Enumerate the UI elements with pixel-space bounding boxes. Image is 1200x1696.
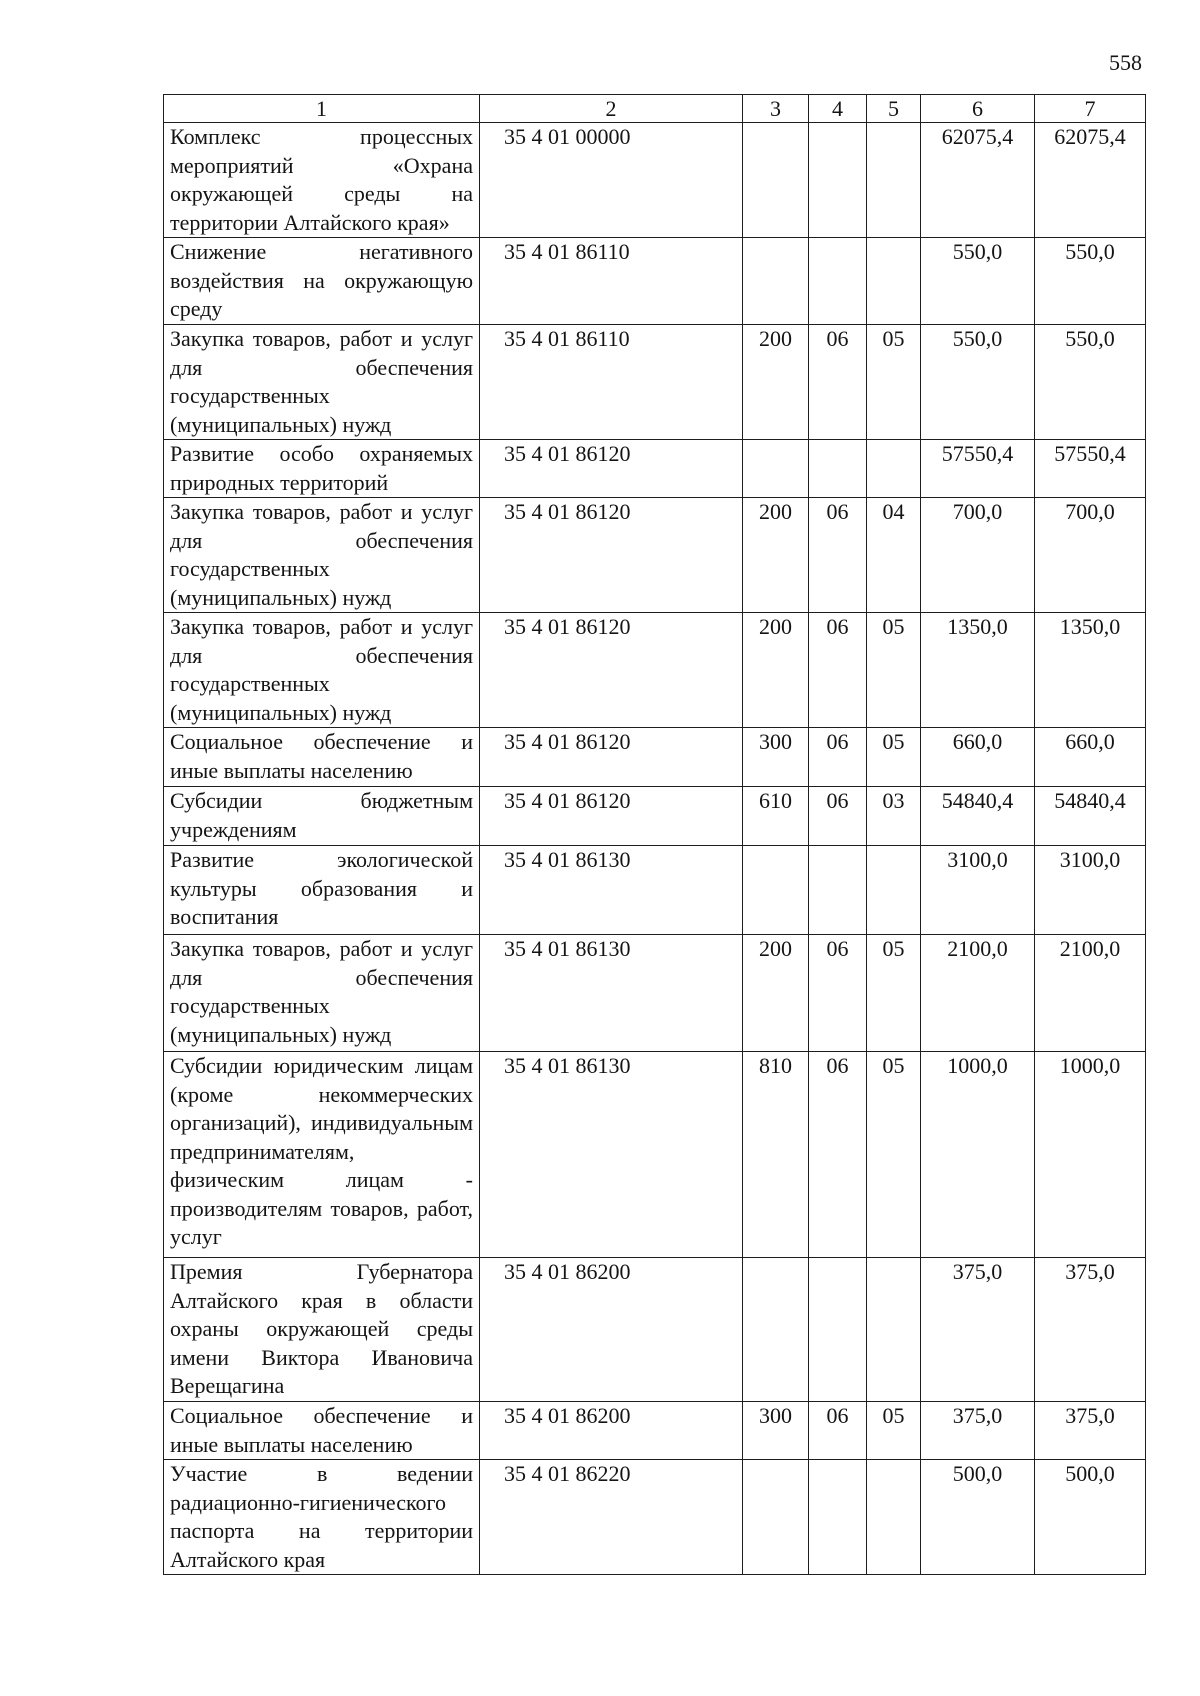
row-section [809, 123, 867, 238]
row-name: Закупка товаров, работ и услуг для обеспечения государственных (муниципальных) нужд [164, 325, 480, 440]
row-sum-6: 1000,0 [921, 1052, 1035, 1258]
row-sum-6: 500,0 [921, 1460, 1035, 1575]
row-sum-6: 1350,0 [921, 613, 1035, 728]
row-subsection: 05 [867, 1052, 921, 1258]
table-row [164, 238, 1146, 325]
row-sum-6: 700,0 [921, 498, 1035, 613]
column-header: 6 [921, 95, 1035, 123]
row-sum-7: 375,0 [1035, 1258, 1146, 1402]
table-row [164, 1258, 1146, 1402]
row-section: 06 [809, 728, 867, 787]
table-row [164, 325, 1146, 440]
table-row [164, 440, 1146, 498]
row-section [809, 1460, 867, 1575]
row-subsection [867, 238, 921, 325]
row-type: 300 [743, 1402, 809, 1460]
row-section: 06 [809, 1052, 867, 1258]
row-code: 35 4 01 86130 [480, 846, 743, 935]
row-type: 810 [743, 1052, 809, 1258]
row-name: Закупка товаров, работ и услуг для обеспечения государственных (муниципальных) нужд [164, 498, 480, 613]
row-section: 06 [809, 325, 867, 440]
row-sum-7: 2100,0 [1035, 935, 1146, 1052]
row-sum-6: 57550,4 [921, 440, 1035, 498]
row-sum-7: 550,0 [1035, 238, 1146, 325]
table-row [164, 846, 1146, 935]
table-row [164, 123, 1146, 238]
row-sum-7: 375,0 [1035, 1402, 1146, 1460]
table-row [164, 1052, 1146, 1258]
row-code: 35 4 01 86120 [480, 613, 743, 728]
table-row [164, 1460, 1146, 1575]
row-type [743, 846, 809, 935]
row-code: 35 4 01 86200 [480, 1402, 743, 1460]
row-sum-7: 57550,4 [1035, 440, 1146, 498]
table-row [164, 498, 1146, 613]
row-sum-7: 54840,4 [1035, 787, 1146, 846]
row-section: 06 [809, 1402, 867, 1460]
row-section [809, 440, 867, 498]
row-type: 200 [743, 498, 809, 613]
row-sum-6: 660,0 [921, 728, 1035, 787]
table-row [164, 1402, 1146, 1460]
row-subsection [867, 1460, 921, 1575]
row-name: Закупка товаров, работ и услуг для обеспечения государственных (муниципальных) нужд [164, 935, 480, 1052]
row-section: 06 [809, 935, 867, 1052]
row-type: 300 [743, 728, 809, 787]
row-section: 06 [809, 498, 867, 613]
row-subsection: 05 [867, 613, 921, 728]
row-sum-7: 1000,0 [1035, 1052, 1146, 1258]
row-sum-7: 660,0 [1035, 728, 1146, 787]
column-header: 7 [1035, 95, 1146, 123]
row-sum-7: 3100,0 [1035, 846, 1146, 935]
row-section [809, 846, 867, 935]
row-code: 35 4 01 86120 [480, 498, 743, 613]
row-name: Социальное обеспечение и иные выплаты населению [164, 728, 480, 787]
row-section: 06 [809, 787, 867, 846]
row-name: Субсидии юридическим лицам (кроме некоммерческих организаций), индивидуальным предпринимателям, физическим лицам - производителям товаров, работ, услуг [164, 1052, 480, 1258]
row-name: Снижение негативного воздействия на окружающую среду [164, 238, 480, 325]
row-subsection [867, 123, 921, 238]
row-subsection: 05 [867, 935, 921, 1052]
row-type: 200 [743, 325, 809, 440]
table-row [164, 787, 1146, 846]
row-code: 35 4 01 86130 [480, 935, 743, 1052]
column-header: 4 [809, 95, 867, 123]
row-type [743, 440, 809, 498]
row-type [743, 238, 809, 325]
row-sum-7: 1350,0 [1035, 613, 1146, 728]
row-subsection [867, 1258, 921, 1402]
row-code: 35 4 01 86110 [480, 238, 743, 325]
budget-table [163, 94, 1146, 1575]
row-type: 200 [743, 935, 809, 1052]
row-code: 35 4 01 86120 [480, 440, 743, 498]
row-subsection: 04 [867, 498, 921, 613]
row-type [743, 1460, 809, 1575]
row-name: Социальное обеспечение и иные выплаты населению [164, 1402, 480, 1460]
header-row [164, 95, 1146, 123]
row-sum-7: 500,0 [1035, 1460, 1146, 1575]
row-code: 35 4 01 00000 [480, 123, 743, 238]
row-type: 200 [743, 613, 809, 728]
column-header: 3 [743, 95, 809, 123]
row-subsection: 03 [867, 787, 921, 846]
row-section [809, 238, 867, 325]
row-code: 35 4 01 86220 [480, 1460, 743, 1575]
row-code: 35 4 01 86120 [480, 787, 743, 846]
row-name: Участие в ведении радиационно-гигиенического паспорта на территории Алтайского края [164, 1460, 480, 1575]
row-sum-6: 62075,4 [921, 123, 1035, 238]
row-section [809, 1258, 867, 1402]
column-header: 5 [867, 95, 921, 123]
row-subsection: 05 [867, 1402, 921, 1460]
table-row [164, 613, 1146, 728]
row-name: Закупка товаров, работ и услуг для обеспечения государственных (муниципальных) нужд [164, 613, 480, 728]
row-code: 35 4 01 86130 [480, 1052, 743, 1258]
row-sum-6: 550,0 [921, 325, 1035, 440]
row-sum-6: 54840,4 [921, 787, 1035, 846]
row-code: 35 4 01 86200 [480, 1258, 743, 1402]
row-sum-6: 3100,0 [921, 846, 1035, 935]
table-row [164, 935, 1146, 1052]
row-type [743, 1258, 809, 1402]
row-name: Развитие особо охраняемых природных территорий [164, 440, 480, 498]
row-sum-6: 2100,0 [921, 935, 1035, 1052]
row-sum-6: 550,0 [921, 238, 1035, 325]
row-name: Развитие экологической культуры образования и воспитания [164, 846, 480, 935]
table-row [164, 728, 1146, 787]
row-section: 06 [809, 613, 867, 728]
row-sum-6: 375,0 [921, 1258, 1035, 1402]
row-sum-6: 375,0 [921, 1402, 1035, 1460]
row-sum-7: 550,0 [1035, 325, 1146, 440]
row-code: 35 4 01 86110 [480, 325, 743, 440]
row-subsection [867, 846, 921, 935]
row-name: Комплекс процессных мероприятий «Охрана окружающей среды на территории Алтайского края» [164, 123, 480, 238]
page-number: 558 [1109, 50, 1142, 75]
row-code: 35 4 01 86120 [480, 728, 743, 787]
row-subsection: 05 [867, 325, 921, 440]
row-subsection [867, 440, 921, 498]
row-sum-7: 62075,4 [1035, 123, 1146, 238]
column-header: 1 [164, 95, 480, 123]
row-sum-7: 700,0 [1035, 498, 1146, 613]
row-name: Субсидии бюджетным учреждениям [164, 787, 480, 846]
row-subsection: 05 [867, 728, 921, 787]
row-name: Премия Губернатора Алтайского края в области охраны окружающей среды имени Виктора Ивановича Верещагина [164, 1258, 480, 1402]
row-type: 610 [743, 787, 809, 846]
column-header: 2 [480, 95, 743, 123]
row-type [743, 123, 809, 238]
